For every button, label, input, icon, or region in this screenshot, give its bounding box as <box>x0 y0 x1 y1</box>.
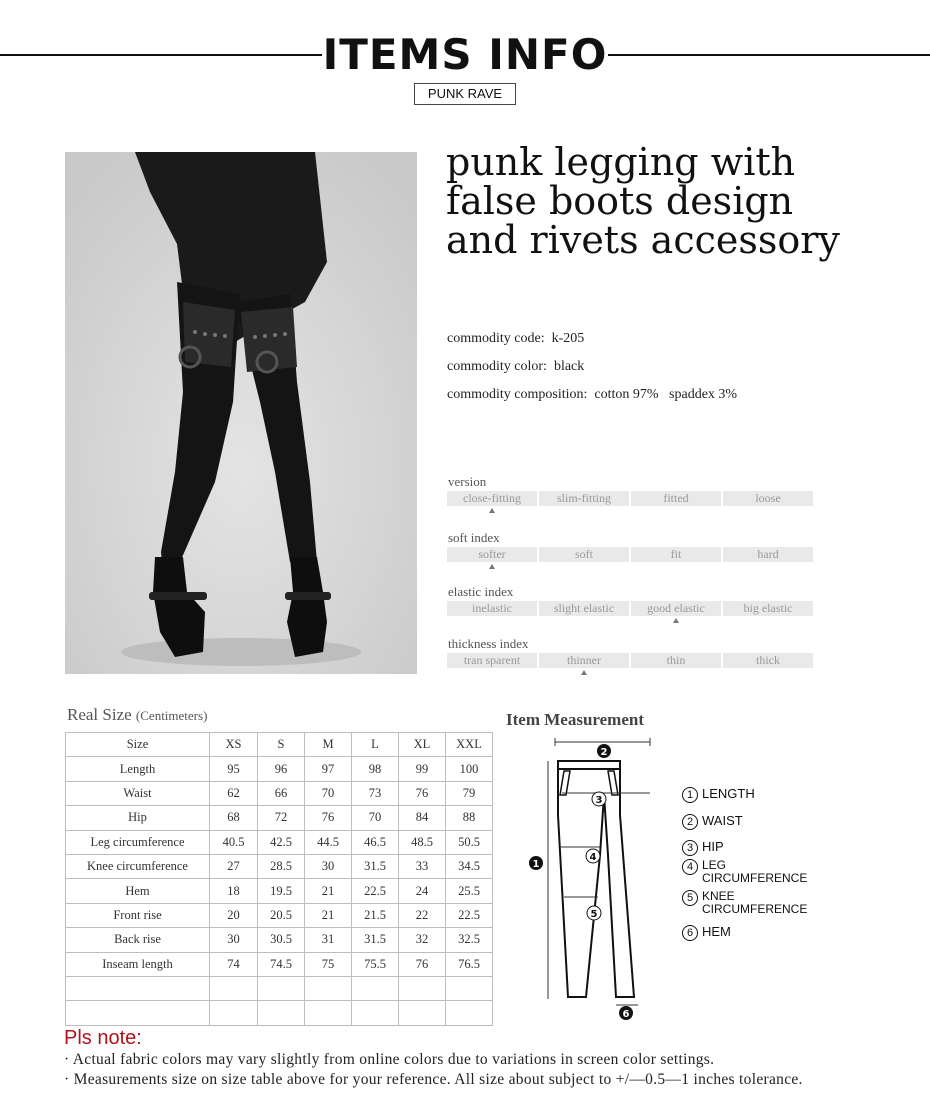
size-cell: 79 <box>446 781 493 805</box>
size-cell: 21 <box>305 903 352 927</box>
index-option: tran sparent <box>447 653 537 668</box>
table-row <box>66 903 493 927</box>
legend-item <box>682 889 808 916</box>
index-option: close-fitting <box>447 491 537 506</box>
index-option: thinner <box>539 653 629 668</box>
brand-badge: PUNK RAVE <box>414 83 516 105</box>
note-item: · Measurements size on size table above for your reference. All size about subject to +/—0.5—1 inches tolerance. <box>64 1071 803 1088</box>
index-option: fit <box>631 547 721 562</box>
size-cell: 30 <box>210 928 258 952</box>
size-cell: 62 <box>210 781 258 805</box>
legend-label: WAIST <box>702 813 743 828</box>
size-cell: 22.5 <box>352 879 399 903</box>
size-table-title <box>67 705 207 725</box>
index-selected-marker <box>581 670 587 675</box>
size-cell: 99 <box>399 757 446 781</box>
index-title: soft index <box>448 530 500 545</box>
size-cell: 31 <box>305 928 352 952</box>
marker-6-label: 6 <box>622 1009 630 1020</box>
size-cell <box>399 976 446 1000</box>
notes-title: Pls note: <box>64 1027 142 1049</box>
size-cell: 46.5 <box>352 830 399 854</box>
size-header-cell: L <box>352 733 399 757</box>
marker-2-label: 2 <box>600 747 608 758</box>
size-cell: 50.5 <box>446 830 493 854</box>
table-row <box>66 976 493 1000</box>
size-cell: 74 <box>210 952 258 976</box>
size-cell: 30 <box>305 854 352 878</box>
marker-1-label: 1 <box>532 859 540 870</box>
index-title: thickness index <box>448 636 529 651</box>
size-table-unit: (Centimeters) <box>135 708 208 723</box>
size-cell: 70 <box>352 806 399 830</box>
size-header-cell: M <box>305 733 352 757</box>
index-selected-marker <box>673 618 679 623</box>
index-option: good elastic <box>631 601 721 616</box>
product-title <box>446 140 906 262</box>
size-cell: 22.5 <box>446 903 493 927</box>
index-selected-marker <box>489 564 495 569</box>
legend-number: 6 <box>682 925 698 941</box>
size-cell: Inseam length <box>66 952 210 976</box>
size-cell <box>399 1001 446 1025</box>
table-row <box>66 806 493 830</box>
marker-3-label: 3 <box>595 795 603 806</box>
index-title: elastic index <box>448 584 514 599</box>
spec-value: cotton 97% spaddex 3% <box>594 387 738 402</box>
legend-item <box>682 925 731 941</box>
size-cell: 24 <box>399 879 446 903</box>
legend-number: 5 <box>682 890 698 906</box>
spec-label: commodity color: <box>447 359 547 374</box>
size-cell: Waist <box>66 781 210 805</box>
size-cell: 33 <box>399 854 446 878</box>
pants-diagram <box>520 735 670 1025</box>
size-cell: Front rise <box>66 903 210 927</box>
spec-composition <box>447 387 737 403</box>
size-cell <box>305 1001 352 1025</box>
table-row <box>66 781 493 805</box>
legend-number: 4 <box>682 859 698 875</box>
table-header-row <box>66 733 493 757</box>
size-cell: 70 <box>305 781 352 805</box>
product-title-line: punk legging with <box>446 140 796 184</box>
size-cell: 44.5 <box>305 830 352 854</box>
legend-label: LENGTH <box>702 786 755 801</box>
size-cell <box>258 1001 305 1025</box>
size-header-cell: XS <box>210 733 258 757</box>
spec-value: k-205 <box>551 331 585 346</box>
size-cell: 68 <box>210 806 258 830</box>
legend-label: HEM <box>702 924 731 939</box>
marker-4-label: 4 <box>589 852 597 863</box>
size-cell: 74.5 <box>258 952 305 976</box>
size-cell: 22 <box>399 903 446 927</box>
size-cell: 97 <box>305 757 352 781</box>
size-table <box>65 732 493 1026</box>
size-cell: 98 <box>352 757 399 781</box>
index-option: loose <box>723 491 813 506</box>
page-title: ITEMS INFO <box>322 30 608 79</box>
table-row <box>66 928 493 952</box>
index-option: thick <box>723 653 813 668</box>
size-cell: 21.5 <box>352 903 399 927</box>
spec-code <box>447 331 584 347</box>
size-cell: 25.5 <box>446 879 493 903</box>
table-row <box>66 854 493 878</box>
size-header-cell: XL <box>399 733 446 757</box>
size-cell: 84 <box>399 806 446 830</box>
size-cell: 76.5 <box>446 952 493 976</box>
size-header-cell: Size <box>66 733 210 757</box>
size-cell <box>352 976 399 1000</box>
size-cell <box>352 1001 399 1025</box>
product-title-line: false boots design <box>446 179 794 223</box>
size-cell: 72 <box>258 806 305 830</box>
size-cell: 40.5 <box>210 830 258 854</box>
size-cell: 30.5 <box>258 928 305 952</box>
legging-illustration <box>65 152 417 674</box>
size-cell: 21 <box>305 879 352 903</box>
legend-number: 1 <box>682 787 698 803</box>
size-header-cell: XXL <box>446 733 493 757</box>
spec-value: black <box>553 359 585 374</box>
index-option: fitted <box>631 491 721 506</box>
product-title-line: and rivets accessory <box>446 218 840 262</box>
size-cell: 48.5 <box>399 830 446 854</box>
size-cell: Back rise <box>66 928 210 952</box>
measurement-title: Item Measurement <box>506 710 645 729</box>
size-cell: 76 <box>305 806 352 830</box>
table-row <box>66 757 493 781</box>
size-cell: 28.5 <box>258 854 305 878</box>
size-cell: Hip <box>66 806 210 830</box>
size-cell: 34.5 <box>446 854 493 878</box>
legend-number: 2 <box>682 814 698 830</box>
index-title: version <box>448 474 487 489</box>
index-option: slim-fitting <box>539 491 629 506</box>
size-cell: 18 <box>210 879 258 903</box>
marker-5-label: 5 <box>590 909 598 920</box>
table-row <box>66 879 493 903</box>
index-option: soft <box>539 547 629 562</box>
size-cell: 27 <box>210 854 258 878</box>
table-row <box>66 952 493 976</box>
size-cell: 76 <box>399 952 446 976</box>
size-cell: 19.5 <box>258 879 305 903</box>
note-item: · Actual fabric colors may vary slightly from online colors due to variations in screen color settings. <box>64 1051 715 1068</box>
size-cell: 31.5 <box>352 854 399 878</box>
size-cell <box>305 976 352 1000</box>
size-cell: 42.5 <box>258 830 305 854</box>
size-cell: 95 <box>210 757 258 781</box>
size-header-cell: S <box>258 733 305 757</box>
legend-item <box>682 787 755 803</box>
size-cell: 73 <box>352 781 399 805</box>
index-selected-marker <box>489 508 495 513</box>
spec-color <box>447 359 584 375</box>
index-option: inelastic <box>447 601 537 616</box>
size-cell <box>66 976 210 1000</box>
index-option: hard <box>723 547 813 562</box>
size-cell: Hem <box>66 879 210 903</box>
legend-label: KNEE CIRCUMFERENCE <box>702 889 808 916</box>
legend-item <box>682 814 743 830</box>
legend-number: 3 <box>682 840 698 856</box>
size-cell: 96 <box>258 757 305 781</box>
size-cell: 31.5 <box>352 928 399 952</box>
table-row <box>66 1001 493 1025</box>
size-cell: 75 <box>305 952 352 976</box>
product-photo <box>65 152 417 674</box>
size-cell: 100 <box>446 757 493 781</box>
legend-label: HIP <box>702 839 724 854</box>
size-table-heading: Real Size <box>67 705 132 724</box>
size-cell: 76 <box>399 781 446 805</box>
size-cell <box>210 1001 258 1025</box>
legend-item <box>682 858 808 885</box>
size-cell <box>446 1001 493 1025</box>
index-option: slight elastic <box>539 601 629 616</box>
size-cell <box>446 976 493 1000</box>
size-cell: 88 <box>446 806 493 830</box>
size-cell: 20 <box>210 903 258 927</box>
size-cell: Knee circumference <box>66 854 210 878</box>
size-cell: 32 <box>399 928 446 952</box>
size-cell: Leg circumference <box>66 830 210 854</box>
size-cell: 20.5 <box>258 903 305 927</box>
size-cell <box>210 976 258 1000</box>
index-option: softer <box>447 547 537 562</box>
legend-label: LEG CIRCUMFERENCE <box>702 858 808 885</box>
size-cell <box>258 976 305 1000</box>
index-option: thin <box>631 653 721 668</box>
table-row <box>66 830 493 854</box>
size-cell: 66 <box>258 781 305 805</box>
size-cell: Length <box>66 757 210 781</box>
size-cell: 75.5 <box>352 952 399 976</box>
legend-item <box>682 840 724 856</box>
spec-label: commodity code: <box>447 331 545 346</box>
index-option: big elastic <box>723 601 813 616</box>
size-cell <box>66 1001 210 1025</box>
size-cell: 32.5 <box>446 928 493 952</box>
spec-label: commodity composition: <box>447 387 588 402</box>
